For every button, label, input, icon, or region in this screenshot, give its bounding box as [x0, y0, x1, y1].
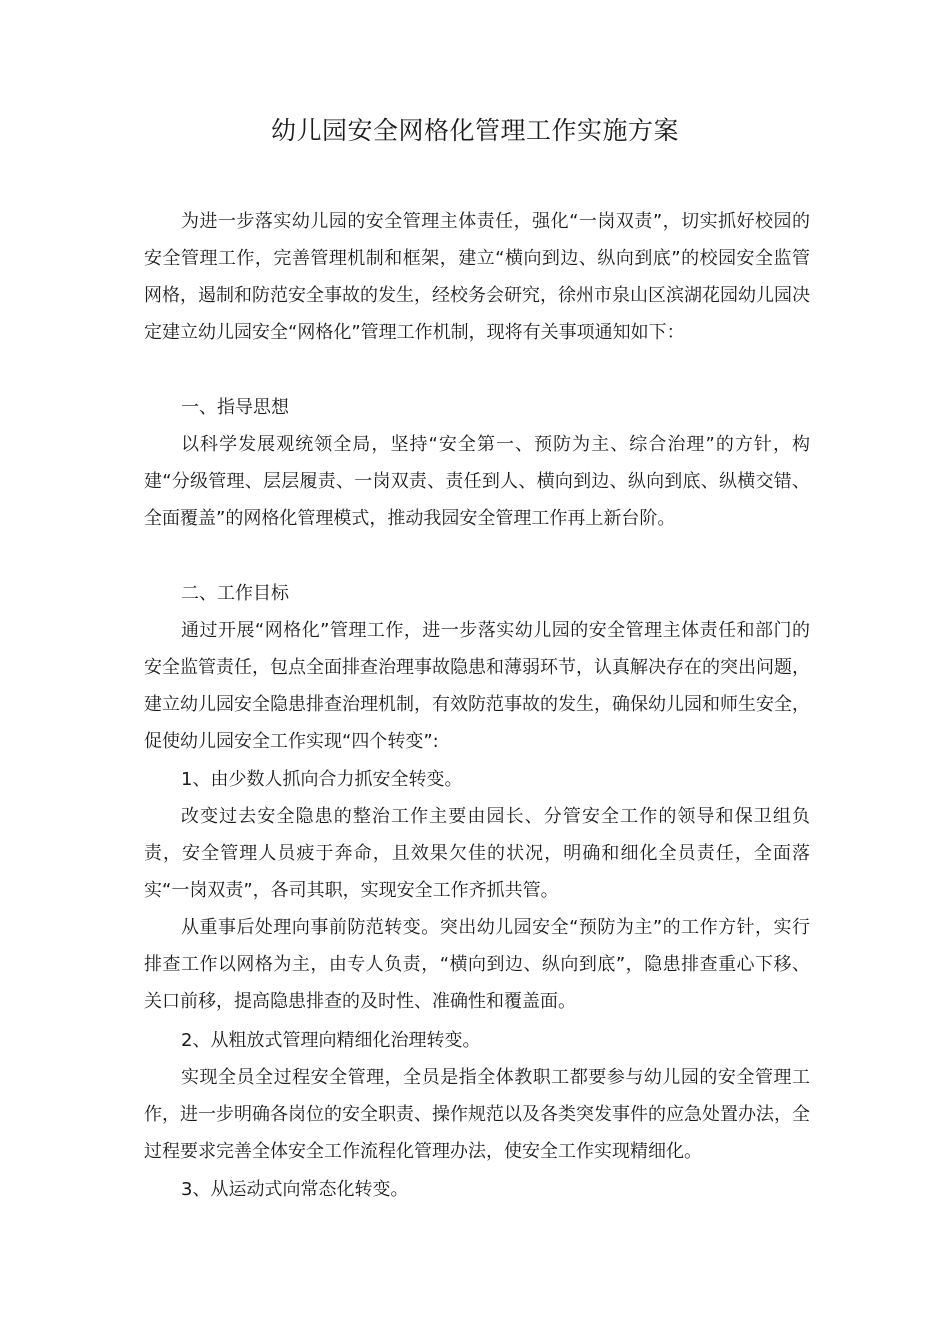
- item2-paragraph: 实现全员全过程安全管理，全员是指全体教职工都要参与幼儿园的安全管理工作，进一步明确各岗位的安全职责、操作规范以及各类突发事件的应急处置办法，全过程要求完善全体安全工作流程化管理办法，使安全工作实现精细化。: [144, 1067, 810, 1162]
- item3-heading: 3、从运动式向常态化转变。: [181, 1179, 409, 1200]
- section2-heading: 二、工作目标: [181, 583, 289, 604]
- section1-heading: 一、指导思想: [181, 397, 289, 418]
- item1-paragraph-1: 改变过去安全隐患的整治工作主要由园长、分管安全工作的领导和保卫组负责，安全管理人员疲于奔命，且效果欠佳的状况，明确和细化全员责任，全面落实“一岗双责”，各司其职，实现安全工作齐抓共管。: [144, 806, 810, 901]
- section2-paragraph: 通过开展“网格化”管理工作，进一步落实幼儿园的安全管理主体责任和部门的安全监管责任，包点全面排查治理事故隐患和薄弱环节，认真解决存在的突出问题，建立幼儿园安全隐患排查治理机制，有效防范事故的发生，确保幼儿园和师生安全，促使幼儿园安全工作实现“四个转变”:: [144, 620, 810, 752]
- intro-paragraph: 为进一步落实幼儿园的安全管理主体责任，强化“一岗双责”，切实抓好校园的安全管理工作，完善管理机制和框架，建立“横向到边、纵向到底”的校园安全监管网格，遏制和防范安全事故的发生，经校务会研究，徐州市泉山区滨湖花园幼儿园决定建立幼儿园安全“网格化”管理工作机制，现将有关事项通知如下：: [144, 211, 810, 343]
- item1-paragraph-2: 从重事后处理向事前防范转变。突出幼儿园安全“预防为主”的工作方针，实行排查工作以网格为主，由专人负责，“横向到边、纵向到底”，隐患排查重心下移、关口前移，提高隐患排查的及时性、准确性和覆盖面。: [144, 917, 810, 1012]
- item2-heading: 2、从粗放式管理向精细化治理转变。: [181, 1030, 481, 1051]
- document-title: 幼儿园安全网格化管理工作实施方案: [270, 116, 679, 145]
- item1-heading: 1、由少数人抓向合力抓安全转变。: [181, 769, 463, 790]
- section1-paragraph: 以科学发展观统领全局，坚持“安全第一、预防为主、综合治理”的方针，构建“分级管理、层层履责、一岗双责、责任到人、横向到边、纵向到底、纵横交错、全面覆盖”的网格化管理模式，推动我园安全管理工作再上新台阶。: [144, 434, 810, 529]
